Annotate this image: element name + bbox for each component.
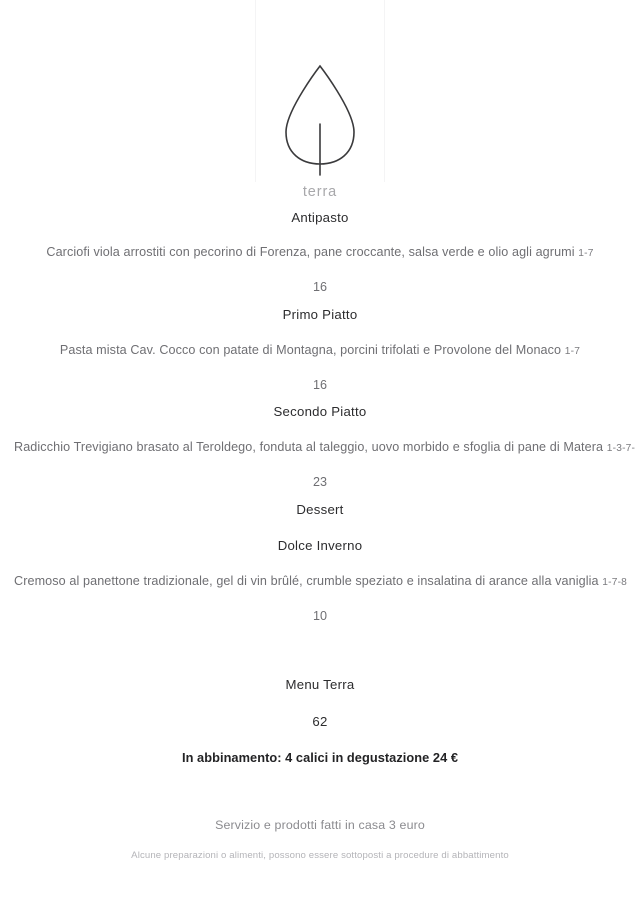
course-allergens: 1-7 (578, 248, 594, 260)
course-price: 16 (312, 280, 327, 295)
course-secondo-piatto (0, 394, 640, 491)
course-subtitle: Dolce Inverno (277, 538, 363, 554)
summary-title: Menu Terra (285, 677, 355, 693)
course-allergens: 1-7 (564, 345, 581, 357)
course-dessert (0, 492, 640, 626)
course-price: 10 (312, 608, 327, 623)
summary-pairing: In abbinamento: 4 calici in degustazione 24 € (181, 750, 459, 766)
course-title: Secondo Piatto (273, 404, 367, 420)
course-description-text: Pasta mista Cav. Cocco con patate di Montagna, porcini trifolati e Provolone del Monaco (59, 342, 562, 357)
course-description-text: Radicchio Trevigiano brasato al Teroldego, fonduta al taleggio, uovo morbido e sfoglia di pane di Matera (14, 439, 604, 454)
course-price: 16 (312, 377, 327, 392)
menu-footer (0, 768, 640, 863)
brand-name: terra (302, 184, 338, 200)
course-description-text: Cremoso al panettone tradizionale, gel di vin brûlé, crumble speziato e insalatina di arance alla vaniglia (14, 573, 599, 588)
course-description-text: Carciofi viola arrostiti con pecorino di Forenza, pane croccante, salsa verde e olio agli agrumi (46, 245, 575, 260)
menu-summary (0, 625, 640, 768)
course-price: 23 (312, 474, 327, 489)
course-allergens: 1-3-7- (606, 442, 636, 454)
course-description (0, 423, 640, 457)
course-title: Primo Piatto (282, 307, 358, 323)
course-description (0, 326, 640, 360)
course-description (0, 557, 640, 591)
leaf-droplet-icon (282, 62, 358, 178)
course-title: Antipasto (291, 210, 349, 225)
course-allergens: 1-7-8 (602, 576, 628, 588)
menu-courses (0, 200, 640, 625)
course-antipasto (0, 200, 640, 297)
summary-price: 62 (312, 713, 328, 729)
footer-allergen-note: Alcune preparazioni o alimenti, possono essere sottoposti a procedure di abbattimento (131, 849, 509, 861)
brand-logo-block (255, 0, 385, 200)
course-primo-piatto (0, 297, 640, 394)
course-title: Dessert (296, 501, 344, 517)
course-description (0, 228, 640, 262)
footer-service-charge: Servizio e prodotti fatti in casa 3 euro (215, 818, 425, 833)
